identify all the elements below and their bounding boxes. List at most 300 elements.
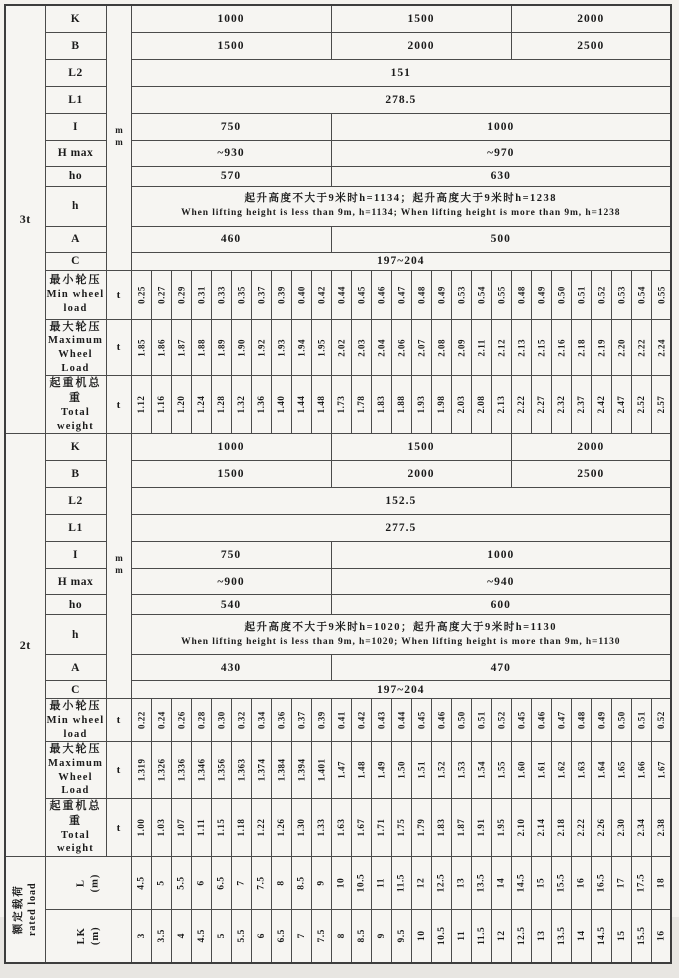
value-text: 2.42 (573, 395, 630, 414)
value-text: 1.32 (213, 395, 270, 414)
param-label: A (45, 226, 106, 252)
span-value-text: 9.5 (375, 926, 427, 945)
value-text: 1.93 (393, 395, 450, 414)
value-text: 0.40 (277, 285, 325, 304)
value-text: 1.401 (293, 761, 349, 780)
value-text: 0.54 (617, 285, 665, 304)
span-value-text: 11 (355, 874, 407, 893)
value-text: 1.95 (473, 818, 530, 837)
value-text: 0.37 (280, 711, 322, 730)
span-row-unit: (m) (88, 926, 102, 945)
span-value-text: 7 (275, 926, 327, 945)
value-text: 1.78 (333, 395, 390, 414)
span-value-text: 10.5 (335, 874, 387, 893)
value-text: 0.36 (260, 711, 302, 730)
value-text: 1.93 (253, 338, 309, 357)
span-value-text: 12.5 (415, 874, 467, 893)
dim-value: 430 (131, 655, 331, 681)
value-text: 1.89 (193, 338, 249, 357)
value-text: 0.45 (500, 711, 542, 730)
value-text: 2.26 (573, 818, 630, 837)
row-label-line: Min wheel (46, 714, 106, 728)
dim-row (5, 252, 671, 270)
value-text: 2.09 (433, 338, 489, 357)
span-value-text: 9 (355, 926, 407, 945)
dim-value: ~930 (131, 140, 331, 166)
value-text: 0.54 (457, 285, 505, 304)
span-value-text: 15.5 (535, 874, 587, 893)
value-text: 0.48 (497, 285, 545, 304)
dim-value: 1000 (331, 113, 671, 140)
value-text: 2.15 (513, 338, 569, 357)
dims-unit-text: mm (114, 553, 123, 577)
param-label: A (45, 655, 106, 681)
value-text: 1.83 (353, 395, 410, 414)
value-text: 0.42 (340, 711, 382, 730)
dim-value: 151 (131, 59, 671, 86)
value-text: 2.08 (413, 338, 469, 357)
span-value-cell (651, 910, 671, 963)
span-value-text: 16 (635, 927, 679, 946)
span-value-text: 15 (515, 874, 567, 893)
footer-rated-load-line: rated load (26, 883, 39, 937)
dim-value: 2500 (511, 32, 671, 59)
span-value-text: 15 (595, 926, 647, 945)
value-text: 0.49 (580, 711, 622, 730)
param-label: ho (45, 595, 106, 615)
span-value-text: 11.5 (455, 926, 507, 945)
value-text: 2.30 (593, 818, 650, 837)
value-text: 1.63 (313, 818, 370, 837)
value-text: 1.394 (273, 761, 329, 780)
value-text: 1.36 (233, 395, 290, 414)
row-label-line: Total (46, 406, 106, 420)
dim-row (5, 488, 671, 515)
value-text: 2.04 (353, 338, 409, 357)
dim-row (5, 5, 671, 32)
value-text: 0.32 (220, 711, 262, 730)
value-text: 1.53 (433, 761, 489, 780)
dim-value: 277.5 (131, 515, 671, 542)
value-text: 2.27 (513, 395, 570, 414)
dim-value (131, 186, 671, 226)
dim-row (5, 86, 671, 113)
dim-row (5, 461, 671, 488)
span-value-text: 18 (635, 874, 679, 893)
value-text: 1.86 (133, 338, 189, 357)
param-label: H max (45, 569, 106, 595)
value-text: 1.61 (513, 761, 569, 780)
value-text: 2.16 (533, 338, 589, 357)
value-text: 1.00 (113, 818, 170, 837)
value-text: 1.07 (153, 818, 210, 837)
span-value-text: 8.5 (335, 926, 387, 945)
row-label-line: Maximum (46, 757, 106, 771)
dim-value: 540 (131, 595, 331, 615)
value-text: 1.03 (133, 818, 190, 837)
span-value-text: 6.5 (195, 874, 247, 893)
value-text: 2.12 (473, 338, 529, 357)
value-text: 1.22 (233, 818, 290, 837)
value-text: 1.49 (353, 761, 409, 780)
row-unit: t (106, 270, 131, 319)
value-text: 2.07 (393, 338, 449, 357)
value-text: 2.22 (553, 818, 610, 837)
value-text: 0.43 (360, 711, 402, 730)
row-label-line: load (46, 728, 106, 742)
value-text: 1.374 (233, 761, 289, 780)
dim-row (5, 166, 671, 186)
value-text: 0.50 (440, 711, 482, 730)
value-text: 0.53 (597, 285, 645, 304)
value-text: 1.88 (173, 338, 229, 357)
value-text: 1.87 (433, 818, 490, 837)
value-text: 1.55 (473, 761, 529, 780)
value-text: 0.50 (600, 711, 642, 730)
dim-value: 2000 (511, 434, 671, 461)
data-row (5, 742, 671, 799)
span-value-text: 5.5 (215, 926, 267, 945)
span-value-text: 8 (315, 926, 367, 945)
value-text: 1.24 (173, 395, 230, 414)
dim-value: 2000 (331, 32, 511, 59)
row-label-line: 起重机总重 (46, 376, 106, 406)
span-value-text: 4 (155, 926, 207, 945)
span-value-cell (651, 857, 671, 910)
value-text: 2.20 (593, 338, 649, 357)
dim-value: 197~204 (131, 681, 671, 699)
value-cell (651, 699, 671, 742)
value-text: 1.54 (453, 761, 509, 780)
value-text: 1.91 (453, 818, 510, 837)
span-value-text: 6 (175, 874, 227, 893)
dim-value: 1000 (131, 5, 331, 32)
row-label-line: weight (46, 842, 106, 856)
param-label: B (45, 461, 106, 488)
row-unit: t (106, 742, 131, 799)
value-text: 2.10 (493, 818, 550, 837)
value-cell (651, 742, 671, 799)
value-text: 0.29 (157, 285, 205, 304)
span-value-text: 3 (115, 926, 167, 945)
value-text: 2.22 (493, 395, 550, 414)
dim-value: 460 (131, 226, 331, 252)
value-text: 0.26 (160, 711, 202, 730)
value-text: 1.92 (233, 338, 289, 357)
value-text: 2.32 (533, 395, 590, 414)
span-value-text: 13.5 (455, 874, 507, 893)
param-label: ho (45, 166, 106, 186)
span-value-text: 3.5 (135, 926, 187, 945)
value-text: 0.48 (397, 285, 445, 304)
value-text: 1.51 (393, 761, 449, 780)
row-label-line: 最小轮压 (46, 273, 106, 288)
value-text: 0.51 (460, 711, 502, 730)
value-text: 2.57 (632, 396, 679, 415)
dim-row (5, 542, 671, 569)
value-text: 0.51 (557, 285, 605, 304)
row-unit: t (106, 799, 131, 857)
value-text: 1.95 (293, 338, 349, 357)
value-text: 0.53 (437, 285, 485, 304)
dim-value: ~940 (331, 569, 671, 595)
value-text: 0.46 (420, 711, 462, 730)
row-label (45, 699, 106, 742)
value-text: 1.87 (153, 338, 209, 357)
dim-value: 1000 (131, 434, 331, 461)
value-text: 1.40 (253, 395, 310, 414)
row-label-line: Total (46, 829, 106, 843)
span-value-text: 4.5 (115, 874, 167, 893)
value-text: 1.12 (113, 395, 170, 414)
dim-value: ~900 (131, 569, 331, 595)
param-label: I (45, 542, 106, 569)
value-text: 2.08 (453, 395, 510, 414)
dim-value: 1000 (331, 542, 671, 569)
dim-value (131, 615, 671, 655)
dim-row (5, 59, 671, 86)
span-value-text: 6 (235, 926, 287, 945)
footer-rated-load-line: 额定载荷 (12, 884, 26, 934)
param-label: C (45, 252, 106, 270)
value-text: 1.62 (533, 761, 589, 780)
value-text: 0.39 (300, 711, 342, 730)
span-value-text: 5 (135, 874, 187, 893)
dim-row (5, 434, 671, 461)
param-label: h (45, 186, 106, 226)
value-text: 2.02 (313, 338, 369, 357)
span-value-text: 12 (475, 926, 527, 945)
span-value-text: 10 (315, 874, 367, 893)
value-text: 1.63 (553, 761, 609, 780)
value-cell (651, 376, 671, 434)
span-value-text: 11.5 (375, 874, 427, 893)
value-text: 2.34 (613, 818, 670, 837)
value-text: 2.19 (573, 338, 629, 357)
value-text: 0.49 (517, 285, 565, 304)
h-note-zh: 起升高度不大于9米时h=1134；起升高度大于9米时h=1238 (132, 191, 671, 207)
value-text: 1.48 (333, 761, 389, 780)
span-row-label-block (62, 893, 114, 978)
value-text: 2.37 (553, 395, 610, 414)
span-value-text: 12 (395, 874, 447, 893)
param-label: K (45, 5, 106, 32)
dim-value: 1500 (131, 32, 331, 59)
value-text: 1.71 (353, 818, 410, 837)
dim-value: 630 (331, 166, 671, 186)
value-text: 1.30 (273, 818, 330, 837)
value-text: 1.33 (293, 818, 350, 837)
value-text: 1.73 (313, 395, 370, 414)
crane-spec-table (4, 4, 672, 964)
value-text: 1.28 (193, 395, 250, 414)
span-row-unit: (m) (88, 874, 102, 893)
value-text: 1.18 (213, 818, 270, 837)
value-text: 0.52 (480, 711, 522, 730)
value-text: 0.50 (537, 285, 585, 304)
value-text: 1.52 (413, 761, 469, 780)
row-unit: t (106, 699, 131, 742)
dim-row (5, 186, 671, 226)
row-unit: t (106, 376, 131, 434)
value-text: 2.22 (613, 338, 669, 357)
value-text: 1.15 (193, 818, 250, 837)
value-text: 1.88 (373, 395, 430, 414)
row-label-line: Wheel Load (46, 771, 106, 798)
row-label-line: weight (46, 420, 106, 434)
span-value-text: 11 (435, 926, 487, 945)
value-text: 2.14 (513, 818, 570, 837)
dim-value: 2500 (511, 461, 671, 488)
value-cell (651, 319, 671, 376)
span-value-text: 8.5 (275, 874, 327, 893)
span-value-text: 7.5 (295, 926, 347, 945)
value-text: 0.39 (257, 285, 305, 304)
value-text: 0.47 (377, 285, 425, 304)
data-row (5, 270, 671, 319)
value-text: 1.67 (333, 818, 390, 837)
value-text: 0.48 (560, 711, 602, 730)
dims-unit-cell (106, 5, 131, 270)
row-label-line: 起重机总重 (46, 799, 106, 829)
row-label-line: 最小轮压 (46, 699, 106, 714)
dim-value: 500 (331, 226, 671, 252)
value-text: 0.47 (540, 711, 582, 730)
value-text: 2.03 (333, 338, 389, 357)
value-text: 2.13 (473, 395, 530, 414)
value-text: 0.37 (237, 285, 285, 304)
dim-value: ~970 (331, 140, 671, 166)
value-text: 1.50 (373, 761, 429, 780)
row-label (45, 270, 106, 319)
value-text: 1.356 (193, 761, 249, 780)
dim-row (5, 681, 671, 699)
value-text: 0.22 (120, 711, 162, 730)
value-text: 1.363 (213, 761, 269, 780)
h-note-en: When lifting height is less than 9m, h=1020; When lifting height is more than 9m, h=1130 (132, 636, 671, 650)
value-text: 2.06 (373, 338, 429, 357)
value-text: 2.03 (433, 395, 490, 414)
value-text: 0.52 (577, 285, 625, 304)
data-row (5, 699, 671, 742)
row-label-line: Wheel Load (46, 348, 106, 375)
value-text: 1.83 (413, 818, 470, 837)
span-value-text: 10 (395, 926, 447, 945)
dims-unit-text: mm (114, 125, 123, 149)
value-text: 1.90 (213, 338, 269, 357)
value-text: 0.42 (297, 285, 345, 304)
param-label: H max (45, 140, 106, 166)
dim-row (5, 515, 671, 542)
span-value-text: 7 (215, 874, 267, 893)
span-value-text: 14 (555, 926, 607, 945)
value-text: 2.18 (533, 818, 590, 837)
value-text: 0.49 (417, 285, 465, 304)
span-value-text: 13 (435, 874, 487, 893)
dim-value: 197~204 (131, 252, 671, 270)
span-value-text: 10.5 (415, 926, 467, 945)
value-text: 1.20 (153, 395, 210, 414)
span-value-text: 9 (295, 874, 347, 893)
value-text: 2.52 (613, 395, 670, 414)
row-label (45, 319, 106, 376)
value-text: 0.28 (180, 711, 222, 730)
value-text: 1.319 (113, 761, 169, 780)
value-text: 0.27 (137, 285, 185, 304)
value-text: 0.44 (317, 285, 365, 304)
value-text: 0.25 (117, 285, 165, 304)
value-text: 0.45 (400, 711, 442, 730)
dim-value: 570 (131, 166, 331, 186)
value-text: 0.45 (337, 285, 385, 304)
param-label: I (45, 113, 106, 140)
value-text: 0.46 (520, 711, 562, 730)
value-cell (651, 799, 671, 857)
dim-row (5, 615, 671, 655)
value-text: 2.18 (553, 338, 609, 357)
dim-value: 750 (131, 542, 331, 569)
dim-value: 1500 (331, 434, 511, 461)
value-text: 1.67 (633, 761, 679, 780)
footer-rated-load-cell (5, 857, 45, 963)
value-text: 1.60 (493, 761, 549, 780)
value-text: 0.24 (140, 711, 182, 730)
span-value-text: 5.5 (155, 874, 207, 893)
span-value-text: 13.5 (535, 926, 587, 945)
dim-row (5, 226, 671, 252)
param-label: L1 (45, 515, 106, 542)
span-value-text: 5 (195, 926, 247, 945)
dim-value: 600 (331, 595, 671, 615)
dim-row (5, 113, 671, 140)
h-note-zh: 起升高度不大于9米时h=1020；起升高度大于9米时h=1130 (132, 620, 671, 636)
dim-row (5, 569, 671, 595)
footer-row (5, 910, 671, 963)
span-value-text: 4.5 (175, 926, 227, 945)
value-text: 1.326 (133, 761, 189, 780)
value-text: 1.48 (293, 395, 350, 414)
span-value-text: 14.5 (495, 874, 547, 893)
row-label-line: Maximum (46, 334, 106, 348)
value-text: 1.64 (573, 761, 629, 780)
dim-value: 470 (331, 655, 671, 681)
param-label: L1 (45, 86, 106, 113)
value-text: 0.55 (477, 285, 525, 304)
dim-value: 2000 (511, 5, 671, 32)
value-text: 0.51 (620, 711, 662, 730)
value-cell (651, 270, 671, 319)
span-value-text: 16.5 (575, 874, 627, 893)
dim-row (5, 595, 671, 615)
value-text: 0.31 (177, 285, 225, 304)
dim-value: 2000 (331, 461, 511, 488)
value-text: 1.26 (253, 818, 310, 837)
span-value-text: 15.5 (615, 926, 667, 945)
row-label (45, 376, 106, 434)
rated-load-label: 3t (5, 5, 45, 434)
rated-load-label: 2t (5, 434, 45, 857)
value-text: 0.30 (200, 711, 242, 730)
value-text: 1.346 (173, 761, 229, 780)
param-label: L2 (45, 488, 106, 515)
value-text: 2.13 (493, 338, 549, 357)
span-value-text: 8 (255, 874, 307, 893)
value-text: 2.38 (632, 818, 679, 837)
dim-row (5, 140, 671, 166)
value-text: 0.52 (640, 711, 679, 730)
value-text: 1.47 (313, 761, 369, 780)
span-value-text: 16 (555, 874, 607, 893)
